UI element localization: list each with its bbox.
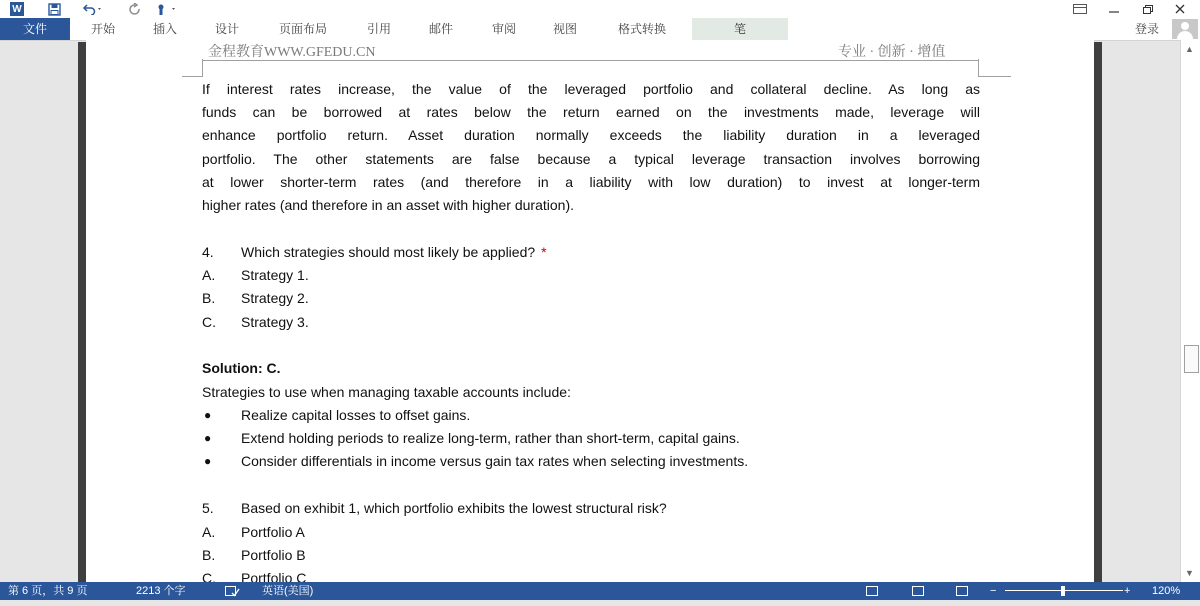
tab-review[interactable]: 审阅 [491, 22, 516, 36]
touch-mode-icon[interactable] [152, 1, 182, 17]
scrollbar-thumb[interactable] [1184, 345, 1199, 373]
save-icon[interactable] [44, 1, 64, 17]
ribbon-options-icon[interactable] [1066, 1, 1094, 17]
option-label: B. [202, 547, 216, 563]
scroll-down-icon[interactable]: ▼ [1185, 568, 1194, 578]
bullet-text: Extend holding periods to realize long-term, rather than short-term, capital gains. [241, 430, 740, 446]
required-star: * [541, 244, 547, 260]
option-label: B. [202, 290, 216, 306]
sign-in-link[interactable]: 登录 [1135, 22, 1160, 36]
web-layout-icon[interactable] [956, 586, 968, 596]
title-bar [0, 0, 1200, 18]
paragraph-line: portfolio. The other statements are false because a typical leverage transaction involves borrowing [202, 151, 980, 167]
ribbon-tab-bar [0, 18, 1200, 41]
restore-icon[interactable] [1134, 1, 1162, 17]
bullet-icon: ● [204, 408, 212, 422]
vertical-scrollbar[interactable] [1180, 40, 1200, 582]
bullet-icon: ● [204, 431, 212, 445]
question-4-stem: Which strategies should most likely be applied? [241, 244, 536, 260]
proofing-icon[interactable] [224, 582, 240, 600]
language-indicator[interactable]: 英语(美国) [262, 585, 314, 597]
zoom-out-button[interactable]: − [990, 585, 997, 597]
paragraph-line: at lower shorter-term rates (and therefore in a liability with low duration) to invest at longer-term [202, 174, 980, 190]
question-4-text [241, 244, 547, 260]
paragraph-line: higher rates (and therefore in an asset with higher duration). [202, 197, 574, 213]
header-corner-mark-right [978, 59, 1011, 77]
option-label: A. [202, 524, 216, 540]
solution-title: Solution: C. [202, 360, 281, 376]
header-rule [202, 60, 978, 61]
header-left-text: 金程教育WWW.GFEDU.CN [208, 45, 376, 60]
tab-insert[interactable]: 插入 [152, 22, 177, 36]
question-4-number: 4. [202, 244, 214, 260]
word-count[interactable]: 2213 个字 [136, 585, 186, 597]
page-right-border [1094, 42, 1102, 582]
undo-icon[interactable] [78, 1, 108, 17]
option-text: Strategy 3. [241, 314, 309, 330]
close-icon[interactable] [1166, 1, 1194, 17]
bullet-text: Realize capital losses to offset gains. [241, 407, 471, 423]
print-layout-icon[interactable] [912, 586, 924, 596]
paragraph-line: funds can be borrowed at rates below the return earned on the investments made, leverage will [202, 104, 980, 120]
user-avatar-icon[interactable] [1172, 19, 1198, 39]
option-text: Portfolio C [241, 570, 307, 582]
tab-view[interactable]: 视图 [552, 22, 577, 36]
question-5-text: Based on exhibit 1, which portfolio exhibits the lowest structural risk? [241, 500, 667, 516]
header-corner-mark-left [182, 59, 203, 77]
solution-intro: Strategies to use when managing taxable accounts include: [202, 384, 571, 400]
option-label: C. [202, 570, 216, 582]
word-app-icon[interactable]: W [10, 2, 24, 16]
scroll-up-icon[interactable]: ▲ [1185, 44, 1194, 54]
tab-format-convert[interactable]: 格式转换 [617, 22, 666, 36]
tab-pen[interactable]: 笔 [692, 18, 788, 40]
option-text: Portfolio A [241, 524, 305, 540]
minimize-icon[interactable] [1100, 1, 1128, 17]
tab-mailings[interactable]: 邮件 [428, 22, 453, 36]
option-label: A. [202, 267, 216, 283]
header-right-text: 专业 · 创新 · 增值 [838, 45, 946, 60]
zoom-slider-thumb[interactable] [1061, 586, 1065, 596]
option-text: Portfolio B [241, 547, 306, 563]
question-5-number: 5. [202, 500, 214, 516]
redo-icon[interactable] [126, 1, 144, 17]
page-left-border [78, 42, 86, 582]
bullet-text: Consider differentials in income versus gain tax rates when selecting investments. [241, 453, 749, 469]
tab-design[interactable]: 设计 [214, 22, 239, 36]
tab-references[interactable]: 引用 [366, 22, 391, 36]
tab-page-layout[interactable]: 页面布局 [278, 22, 327, 36]
option-text: Strategy 1. [241, 267, 309, 283]
read-mode-icon[interactable] [866, 586, 878, 596]
tab-file[interactable]: 文件 [0, 18, 70, 40]
page-count[interactable]: 第 6 页，共 9 页 [8, 585, 88, 597]
zoom-level[interactable]: 120% [1152, 585, 1181, 597]
paragraph-line: If interest rates increase, the value of the leveraged portfolio and collateral decline. As long as [202, 81, 980, 97]
paragraph-line: enhance portfolio return. Asset duration normally exceeds the liability duration in a leveraged [202, 127, 980, 143]
option-label: C. [202, 314, 216, 330]
zoom-in-button[interactable]: + [1124, 585, 1131, 597]
document-page[interactable] [86, 40, 1094, 582]
option-text: Strategy 2. [241, 290, 309, 306]
bullet-icon: ● [204, 454, 212, 468]
tab-home[interactable]: 开始 [90, 22, 115, 36]
status-bar [0, 582, 1200, 600]
